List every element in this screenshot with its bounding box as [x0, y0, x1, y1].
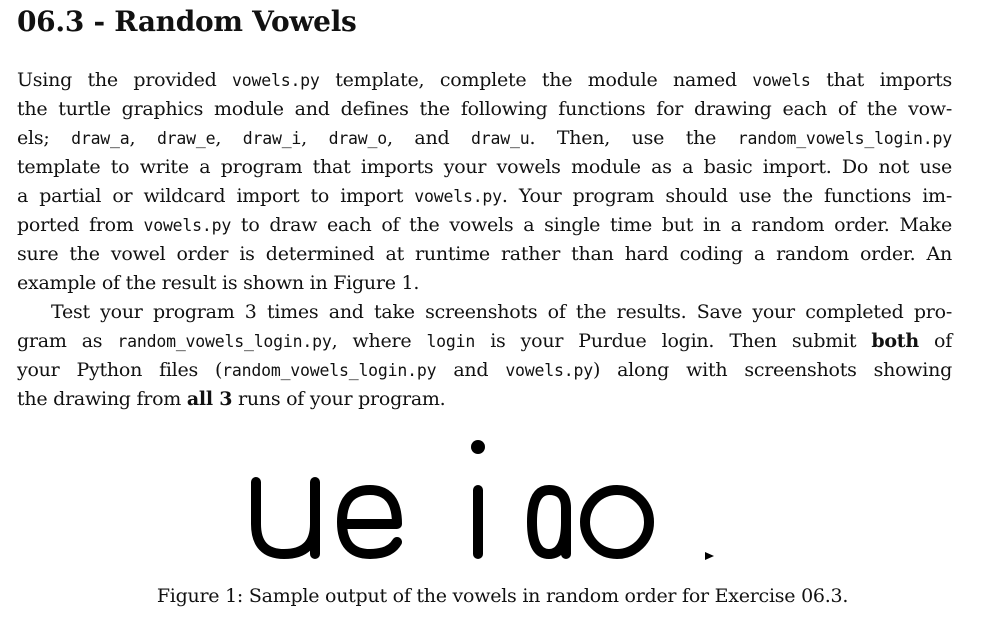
text-line: sure the vowel order is determined at runtime rather than hard coding a random order. An — [17, 243, 952, 265]
text-line: a partial or wildcard import to import vowels.py. Your program should use the functions im- — [17, 185, 952, 207]
code-vowels-py: vowels.py — [143, 216, 232, 235]
code-draw-e: draw_e — [156, 129, 216, 148]
text-line: ported from vowels.py to draw each of the vowels a single time but in a random order. Make — [17, 214, 952, 236]
text-line: template to write a program that imports your vowels module as a basic import. Do not use — [17, 156, 952, 178]
code-random-vowels-login: random_vowels_login.py — [117, 332, 332, 351]
code-random-vowels-login: random_vowels_login.py — [222, 361, 437, 380]
figure-turtle-output — [0, 432, 1005, 572]
text-line: the turtle graphics module and defines the following functions for drawing each of the vow- — [17, 98, 952, 120]
text-line: example of the result is shown in Figure 1. — [17, 272, 420, 294]
text-line: Test your program 3 times and take screenshots of the results. Save your completed pro- — [51, 301, 952, 323]
text-line: gram as random_vowels_login.py, where login is your Purdue login. Then submit both of — [17, 330, 952, 352]
paragraph-instructions — [17, 66, 952, 298]
code-vowels: vowels — [752, 71, 811, 90]
vowel-o-drawing — [585, 490, 649, 554]
vowel-a-drawing — [532, 490, 566, 554]
emphasis-all-3: all 3 — [186, 388, 233, 410]
text-line: the drawing from all 3 runs of your program. — [17, 388, 446, 410]
emphasis-both: both — [871, 330, 919, 352]
text-line: your Python files (random_vowels_login.py and vowels.py) along with screenshots showing — [17, 359, 953, 381]
code-draw-u: draw_u — [471, 129, 530, 148]
text-line: Using the provided vowels.py template, complete the module named vowels that imports — [17, 69, 952, 91]
paragraph-submission — [17, 298, 952, 414]
code-random-vowels-login: random_vowels_login.py — [737, 129, 952, 148]
code-vowels-py: vowels.py — [232, 71, 320, 90]
vowel-i-dot — [471, 440, 485, 454]
code-login: login — [426, 332, 476, 351]
text-line: els; draw_a, draw_e, draw_i, draw_o, and draw_u. Then, use the random_vowels_login.py — [17, 127, 952, 149]
turtle-drawing — [0, 432, 1005, 572]
code-vowels-py: vowels.py — [505, 361, 593, 380]
vowel-u-drawing — [256, 482, 315, 554]
code-draw-i: draw_i — [242, 129, 302, 148]
code-vowels-py: vowels.py — [414, 187, 502, 206]
turtle-cursor-icon — [705, 552, 714, 560]
code-draw-o: draw_o — [328, 129, 387, 148]
code-draw-a: draw_a — [71, 129, 130, 148]
figure-caption: Figure 1: Sample output of the vowels in random order for Exercise 06.3. — [156, 585, 849, 607]
section-heading: 06.3 - Random Vowels — [17, 5, 357, 38]
vowel-e-drawing — [342, 490, 397, 554]
